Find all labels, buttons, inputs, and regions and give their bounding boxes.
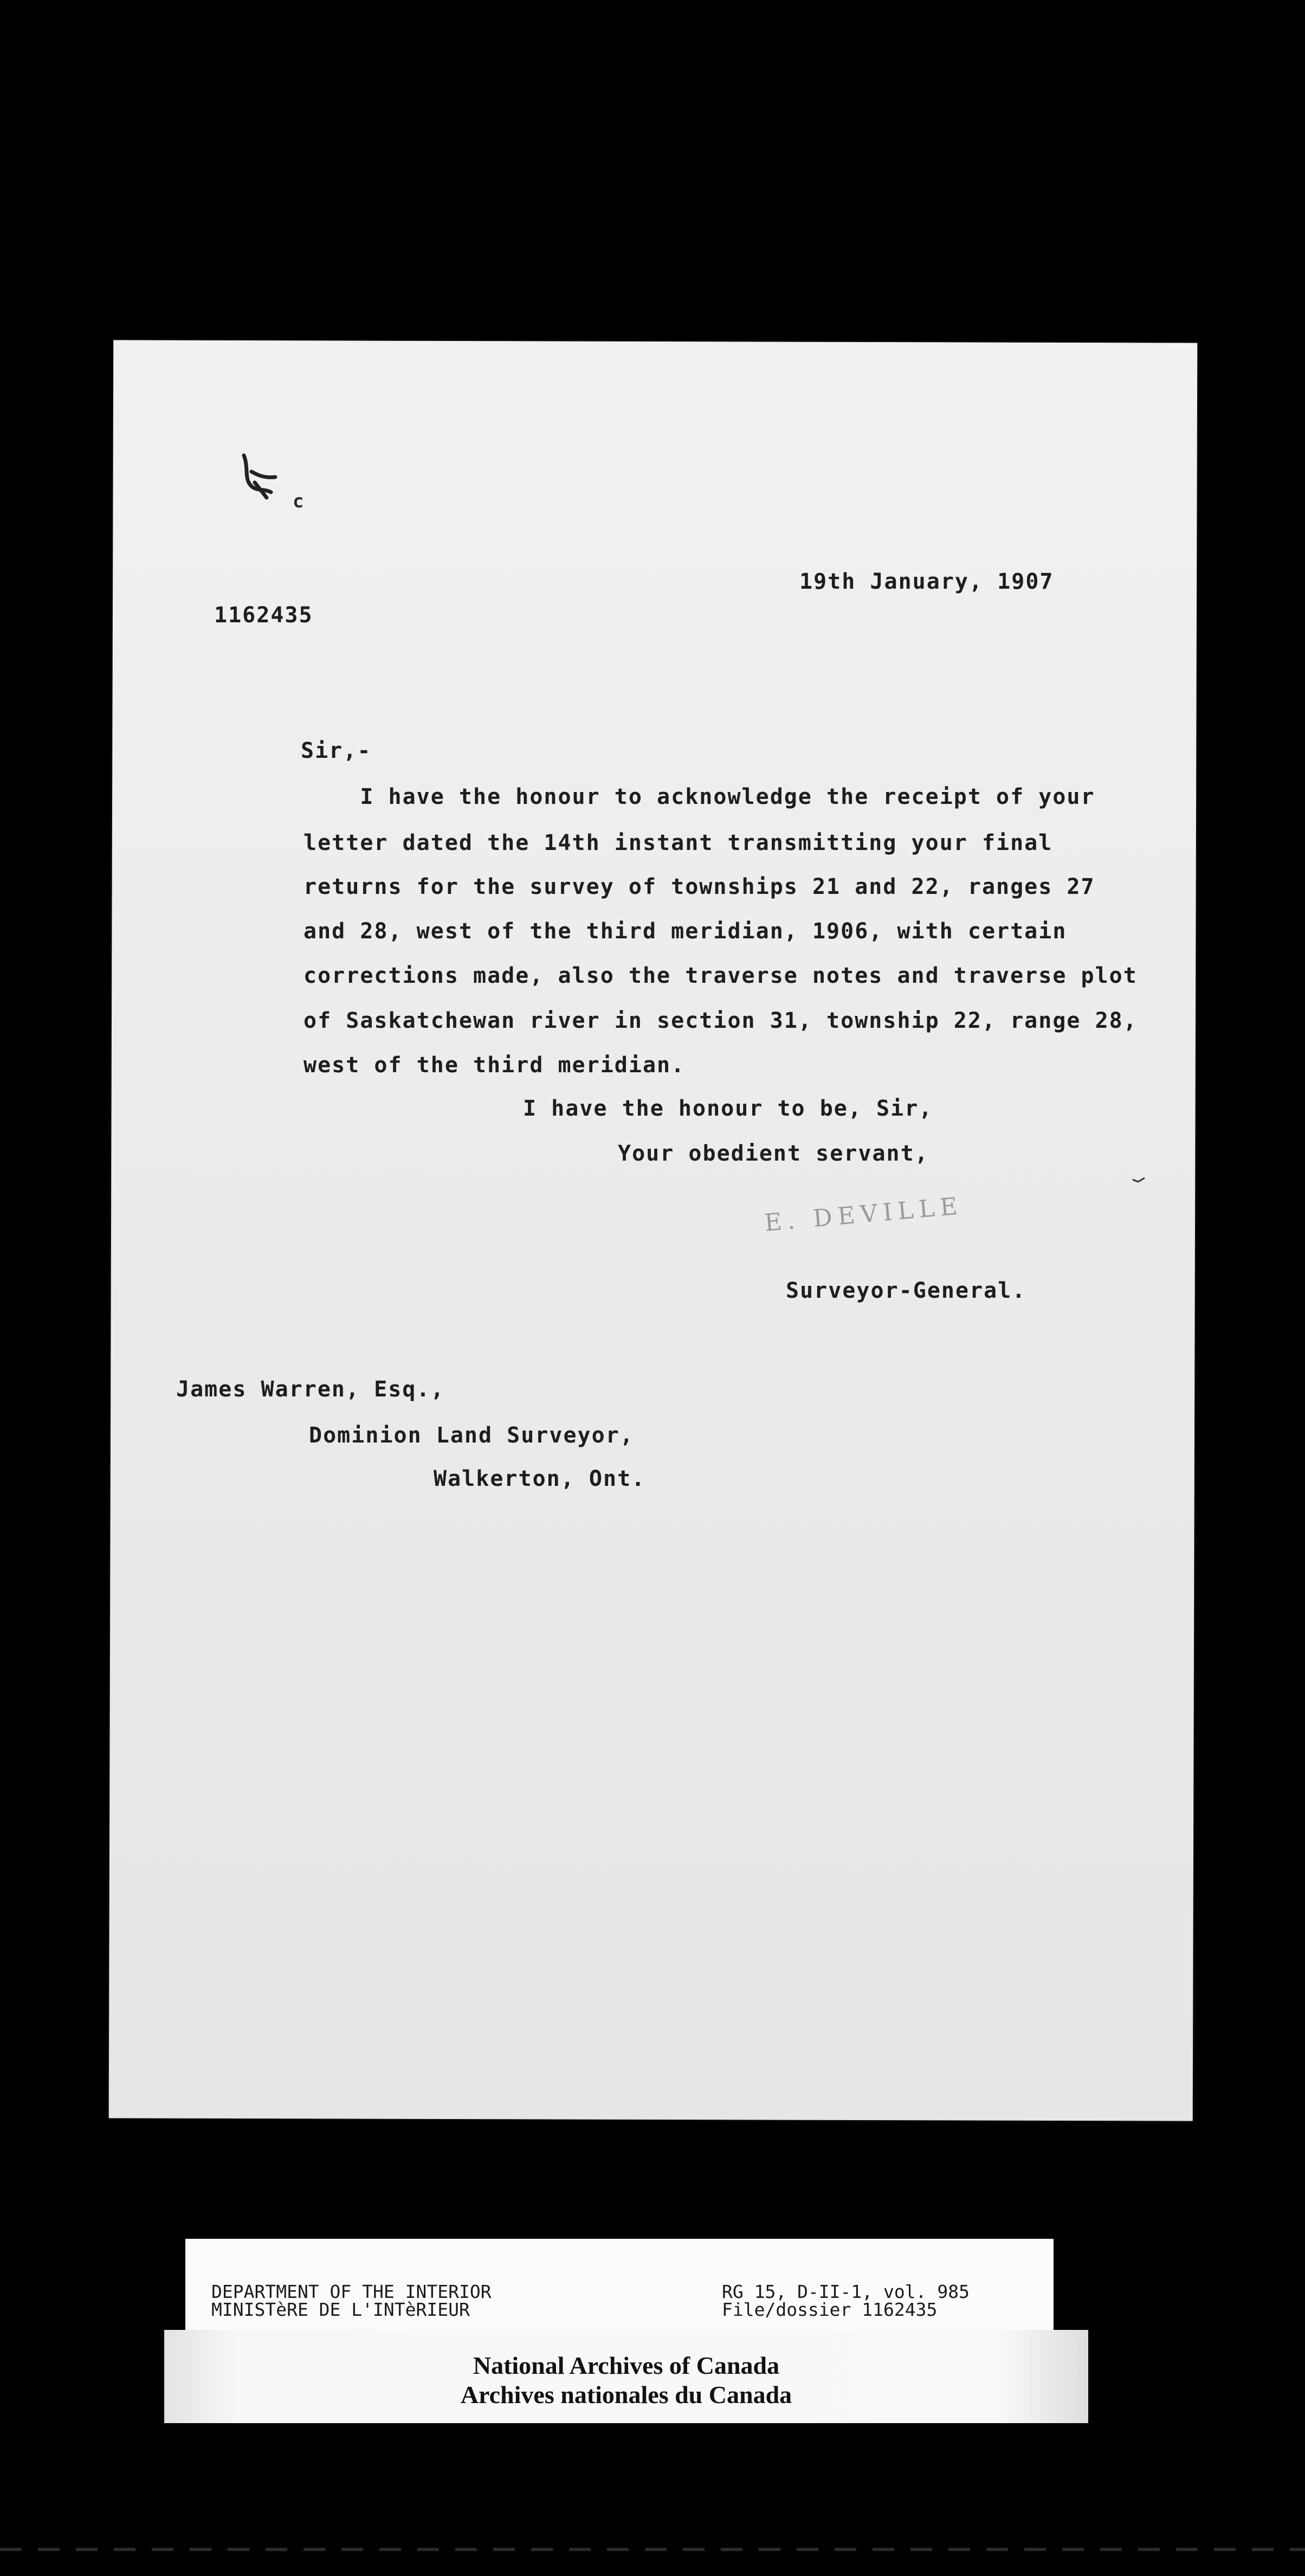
pencil-tick-mark xyxy=(1132,1176,1146,1184)
marginal-mark: c xyxy=(293,491,304,512)
archive-name-fr: Archives nationales du Canada xyxy=(460,2381,792,2408)
addressee-position: Dominion Land Surveyor, xyxy=(309,1423,634,1448)
department-fr: MINISTèRE DE L'INTèRIEUR xyxy=(211,2299,470,2320)
addressee-place: Walkerton, Ont. xyxy=(434,1466,646,1491)
body-line: I have the honour to acknowledge the receipt of your xyxy=(303,784,1095,809)
file-number: 1162435 xyxy=(214,603,313,628)
addressee-name: James Warren, Esq., xyxy=(176,1377,445,1402)
record-group-reference: RG 15, D-II-1, vol. 985 xyxy=(722,2281,970,2302)
body-line: and 28, west of the third meridian, 1906, with certain xyxy=(303,919,1067,944)
signatory-title: Surveyor-General. xyxy=(786,1278,1026,1303)
department-en: DEPARTMENT OF THE INTERIOR xyxy=(211,2281,492,2302)
body-line: returns for the survey of townships 21 and 22, ranges 27 xyxy=(303,874,1095,899)
body-line: of Saskatchewan river in section 31, township 22, range 28, xyxy=(303,1008,1138,1033)
handwritten-initial-mark xyxy=(233,450,282,504)
archive-name-en: National Archives of Canada xyxy=(473,2352,780,2379)
body-line: west of the third meridian. xyxy=(303,1053,686,1078)
closing-line: I have the honour to be, Sir, xyxy=(523,1096,933,1121)
film-edge-divider xyxy=(0,2548,1305,2551)
body-line: letter dated the 14th instant transmitting your final xyxy=(303,830,1053,855)
file-dossier-reference: File/dossier 1162435 xyxy=(722,2299,938,2320)
reference-label xyxy=(185,2239,1054,2331)
salutation: Sir,- xyxy=(301,738,372,763)
closing-servant: Your obedient servant, xyxy=(618,1141,929,1166)
body-line: corrections made, also the traverse notes and traverse plot xyxy=(303,963,1138,988)
archive-label xyxy=(164,2330,1088,2423)
signature-stamp: E. DEVILLE xyxy=(763,1192,964,1237)
letter-date: 19th January, 1907 xyxy=(799,569,1054,594)
